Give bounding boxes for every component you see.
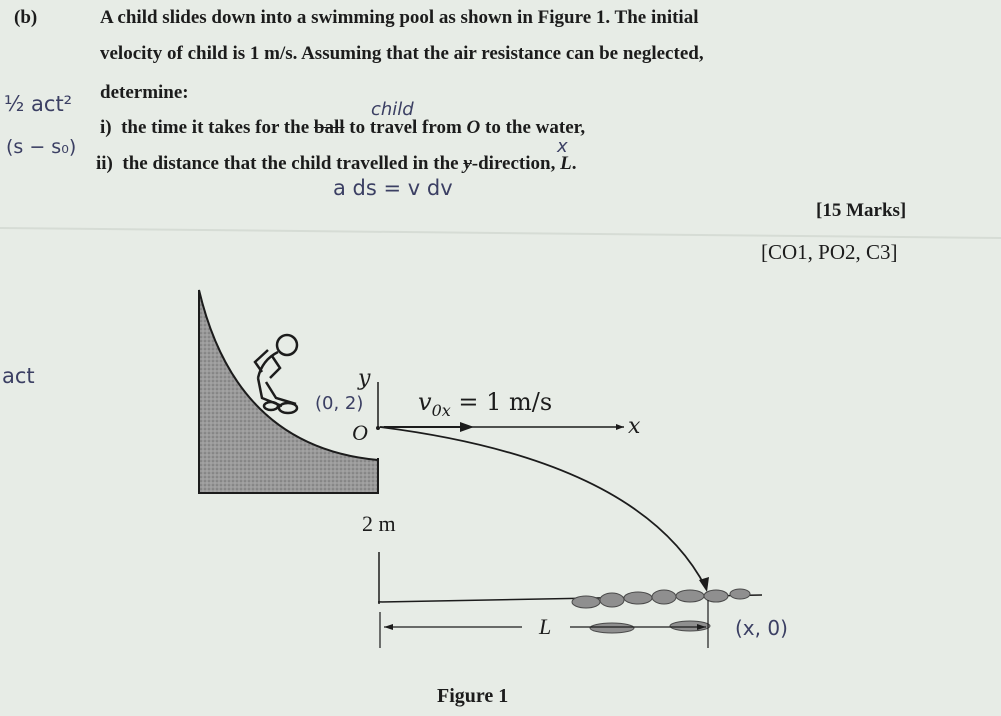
trajectory-curve — [380, 427, 706, 588]
item-i-text-c: to the water, — [485, 117, 586, 138]
item-i-origin: O — [466, 117, 481, 138]
item-i-text-a: the time it takes for the — [121, 117, 310, 138]
outcomes: [CO1, PO2, C3] — [761, 240, 898, 264]
part-label: (b) — [14, 7, 38, 28]
velocity-arrowhead — [460, 422, 474, 432]
line1-end: . The initial — [605, 7, 699, 28]
velocity-subscript: 0x — [431, 400, 451, 420]
x-axis-label: x — [628, 414, 641, 439]
figure-reference: Figure 1 — [537, 7, 606, 28]
origin-label: O — [352, 420, 368, 445]
item-ii-text-c: . — [571, 153, 577, 174]
velocity-symbol: v — [418, 388, 432, 416]
height-label: 2 m — [362, 511, 396, 536]
note-half-act-squared: ½ act² — [4, 92, 73, 116]
note-child: child — [371, 99, 414, 120]
item-ii-text-b: -direction, — [471, 153, 556, 174]
figure-caption: Figure 1 — [437, 685, 509, 707]
note-end-coordinate: (x, 0) — [735, 616, 788, 640]
note-a-ds-v-dv: a ds = v dv — [333, 176, 453, 200]
slide-body — [199, 290, 378, 493]
x-axis-arrowhead — [616, 424, 624, 430]
question-line-3: determine: — [100, 82, 189, 103]
distance-label: L — [539, 614, 552, 639]
item-ii-length: L — [560, 153, 572, 174]
item-ii-text-a: the distance that the child travelled in the — [122, 153, 459, 174]
velocity-label — [418, 388, 552, 420]
child-figure — [255, 335, 297, 413]
note-act: act — [2, 364, 35, 388]
origin-point — [376, 426, 380, 430]
note-s-minus-s0: (s − s₀) — [6, 136, 77, 158]
velocity-value: = 1 m/s — [450, 388, 553, 416]
line1-start: A child slides down into a swimming pool as shown in — [100, 7, 533, 28]
paper-fold — [0, 228, 1001, 238]
item-i-number: i) — [100, 117, 112, 138]
note-origin-coordinate: (0, 2) — [315, 393, 364, 414]
item-ii-axis: y — [463, 153, 472, 174]
question-line-2: velocity of child is 1 m/s. Assuming that the air resistance can be neglected, — [100, 43, 704, 64]
marks: [15 Marks] — [816, 200, 907, 221]
note-x-correction: x — [557, 136, 568, 157]
item-ii-number: ii) — [96, 153, 113, 174]
item-i-struck-word: ball — [313, 117, 345, 138]
distance-arrow-left — [384, 624, 393, 630]
y-axis-label: y — [358, 366, 371, 391]
item-i-text-b: to travel from — [349, 117, 462, 138]
